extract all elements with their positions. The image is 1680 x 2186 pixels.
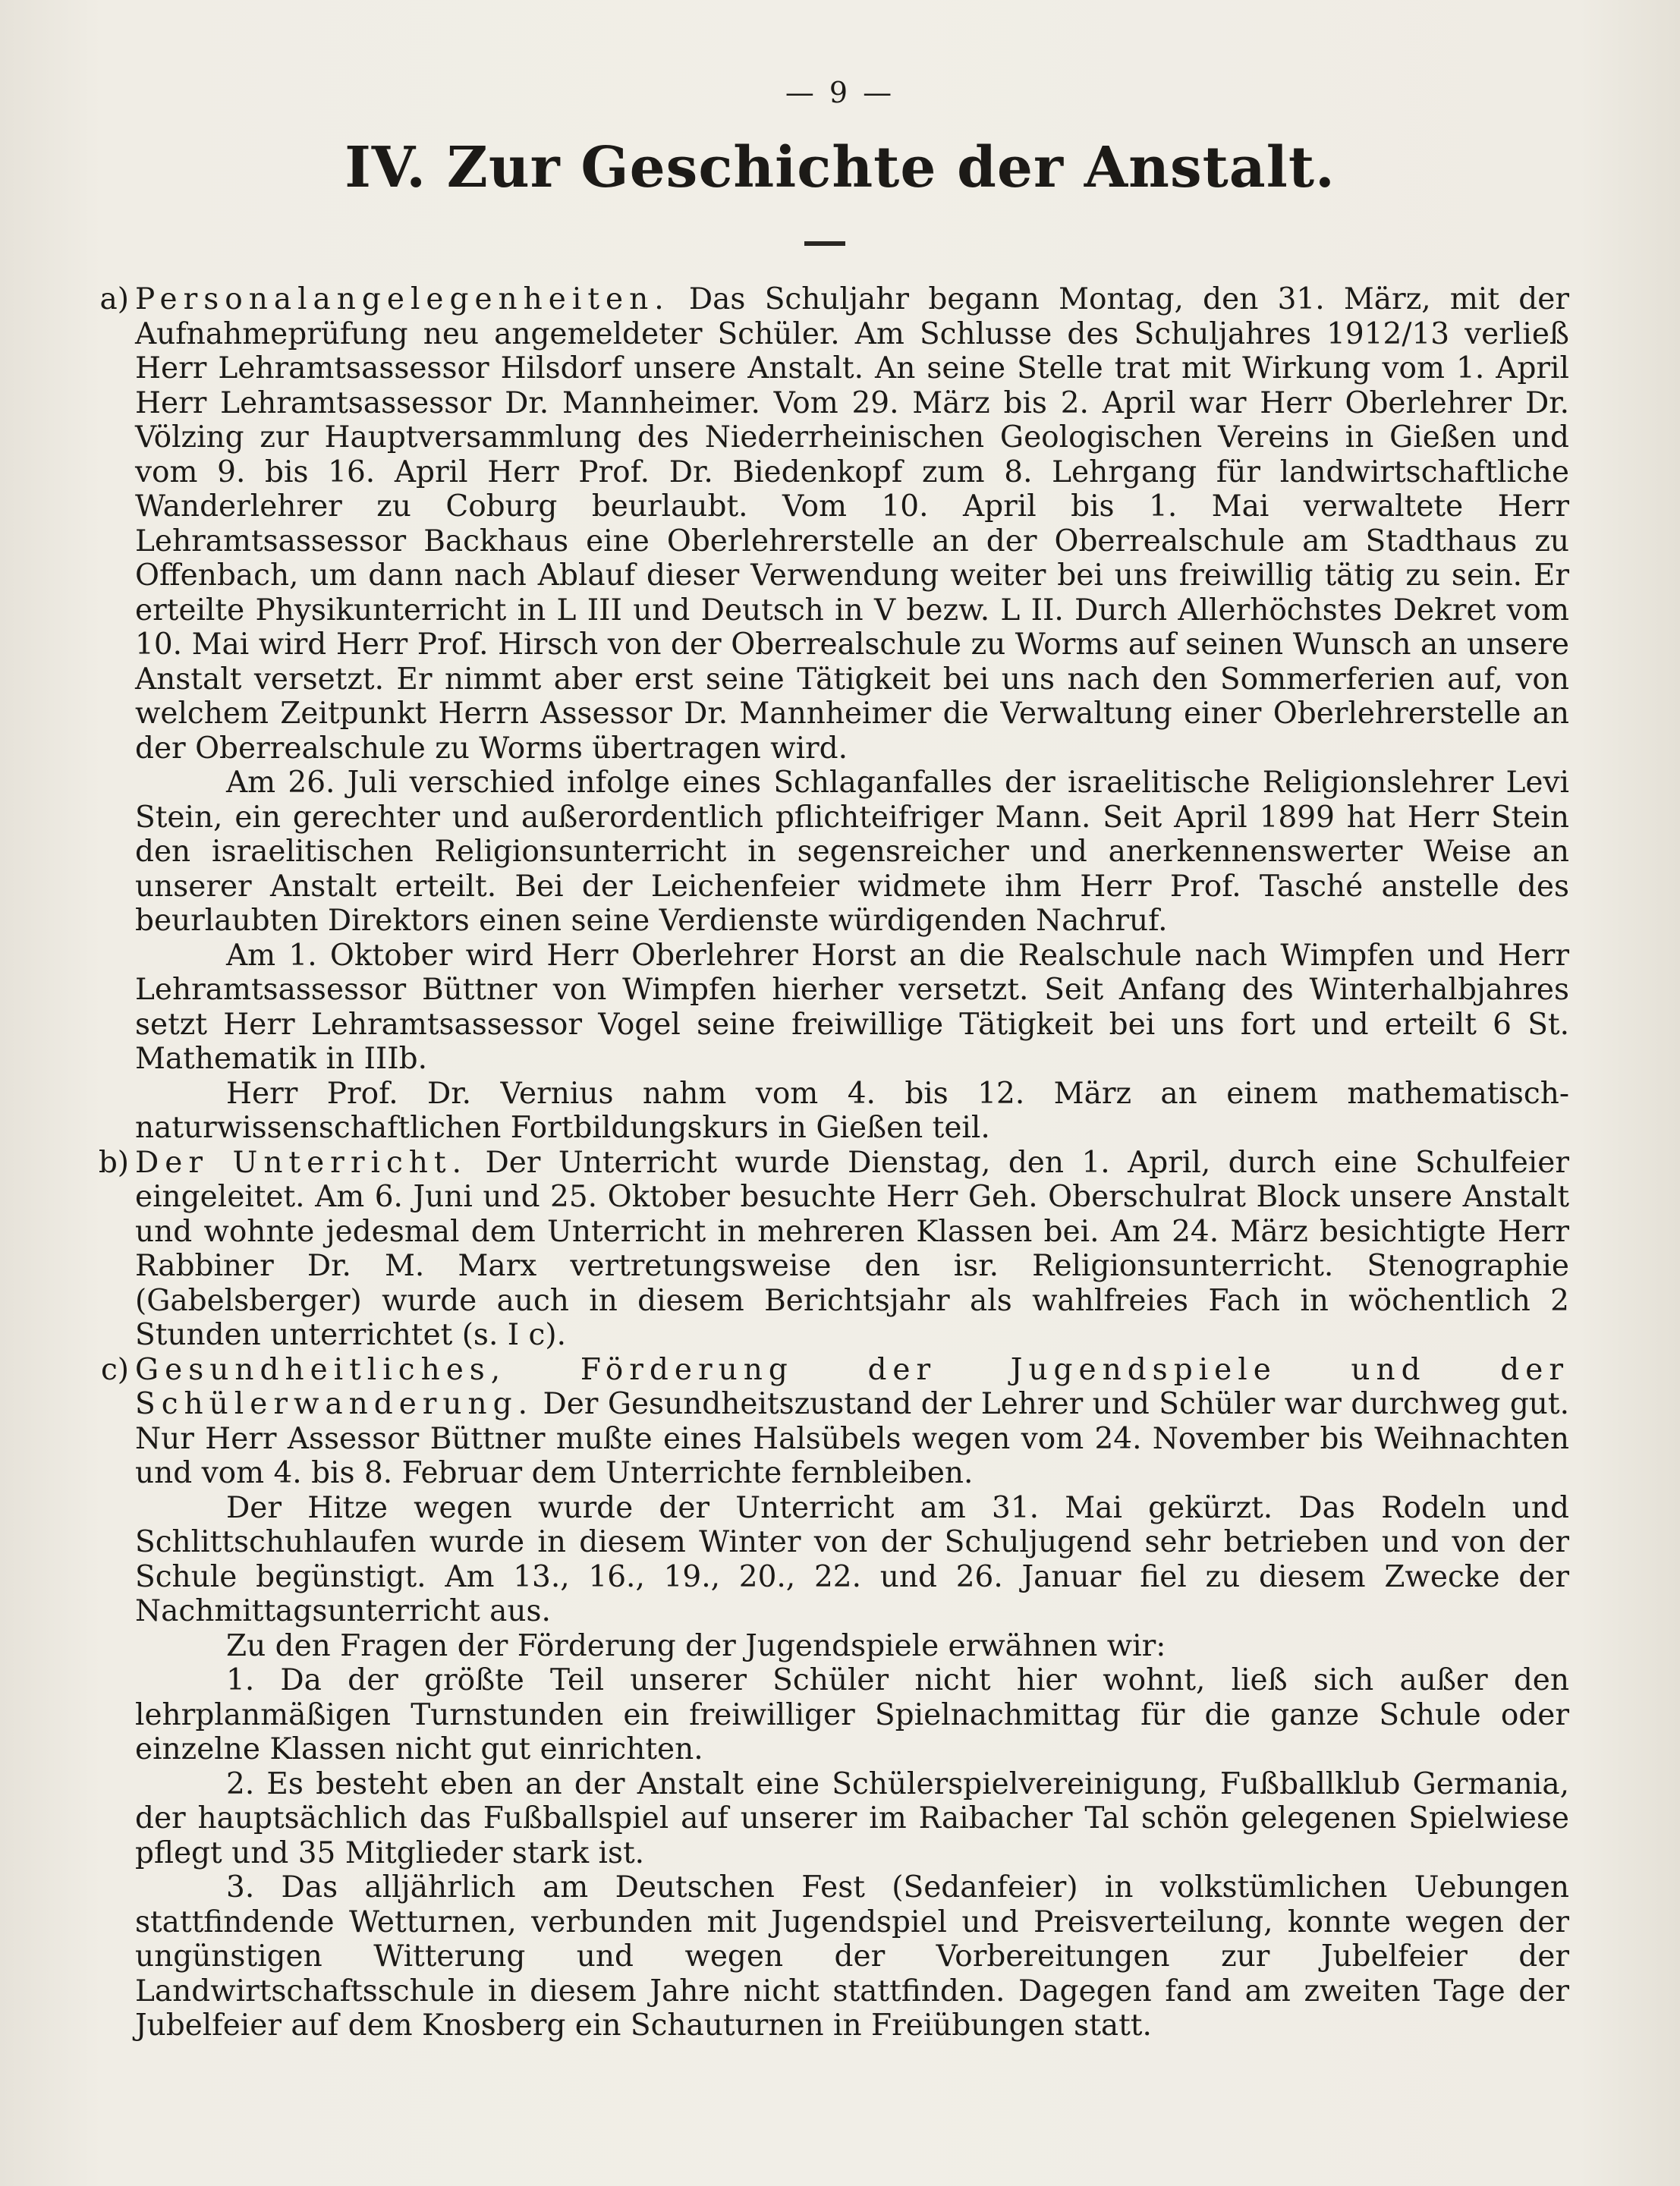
section-a-paragraph-4: Herr Prof. Dr. Vernius nahm vom 4. bis 12. März an einem mathematisch-naturwissenschaftlichen Fortbildungskurs in Gießen teil. — [135, 1076, 1569, 1145]
title-divider — [804, 241, 845, 246]
list-item: 1. Da der größte Teil unserer Schüler nicht hier wohnt, ließ sich außer den lehrplanmäßigen Turnstunden ein freiwilliger Spielnachmittag für die ganze Schule oder einzelne Klassen nicht gut einrichten. — [135, 1663, 1569, 1766]
section-c-paragraph-2: Der Hitze wegen wurde der Unterricht am 31. Mai gekürzt. Das Rodeln und Schlittschuhlaufen wurde in diesem Winter von der Schuljugend sehr betrieben und von der Schule begünstigt. Am 13., 16., 19., 20., 22. und 26. Januar fiel zu diesem Zwecke der Nachmittagsunterricht aus. — [135, 1490, 1569, 1628]
section-a-heading: Personalangelegenheiten. — [135, 282, 670, 316]
section-b-label: b) — [98, 1145, 129, 1180]
list-item: 3. Das alljährlich am Deutschen Fest (Sedanfeier) in volkstümlichen Uebungen stattfindende Wetturnen, verbunden mit Jugendspiel und Preisverteilung, konnte wegen der ungünstigen Witterung und wegen der Vorbereitungen zur Jubelfeier der Landwirtschaftsschule in diesem Jahre nicht stattfinden. Dagegen fand am zweiten Tage der Jubelfeier auf dem Knosberg ein Schauturnen in Freiübungen statt. — [135, 1870, 1569, 2043]
section-a-paragraph-3: Am 1. Oktober wird Herr Oberlehrer Horst an die Realschule nach Wimpfen und Herr Lehramtsassessor Büttner von Wimpfen hierher versetzt. Seit Anfang des Winterhalbjahres setzt Herr Lehramtsassessor Vogel seine freiwillige Tätigkeit bei uns fort und erteilt 6 St. Mathematik in IIIb. — [135, 938, 1569, 1076]
section-title: IV. Zur Geschichte der Anstalt. — [344, 135, 1336, 200]
section-a-label: a) — [99, 282, 129, 316]
section-c-heading: Gesundheitliches, Förderung der Jugendspiele und der Schülerwanderung. — [135, 1352, 1569, 1421]
section-a-paragraph-2: Am 26. Juli verschied infolge eines Schlaganfalles der israelitische Religionslehrer Levi Stein, ein gerechter und außerordentlich pflichteifriger Mann. Seit April 1899 hat Herr Stein den israelitischen Religionsunterricht in segensreicher und anerkennenswerter Weise an unserer Anstalt erteilt. Bei der Leichenfeier widmete ihm Herr Prof. Tasché anstelle des beurlaubten Direktors einen seine Verdienste würdigenden Nachruf. — [135, 766, 1569, 938]
body-text — [98, 282, 1570, 2043]
section-b-heading: Der Unterricht. — [135, 1145, 467, 1180]
section-c-text-1: Der Gesundheitszustand der Lehrer und Schüler war durchweg gut. Nur Herr Assessor Büttner mußte eines Halsübels wegen vom 24. November bis Weihnachten und vom 4. bis 8. Februar dem Unterrichte fernbleiben. — [135, 1387, 1569, 1490]
list-item: 2. Es besteht eben an der Anstalt eine Schülerspielvereinigung, Fußballklub Germania, der hauptsächlich das Fußballspiel auf unserer im Raibacher Tal schön gelegenen Spielwiese pflegt und 35 Mitglieder stark ist. — [135, 1766, 1569, 1870]
section-c-list — [135, 1663, 1569, 2043]
section-b-paragraph-1 — [98, 1145, 1570, 1353]
section-c-label: c) — [100, 1352, 129, 1387]
section-c-paragraph-1 — [100, 1352, 1569, 1491]
section-a-paragraph-1 — [99, 282, 1569, 766]
page-number: — 9 — — [785, 76, 895, 109]
section-c-paragraph-3: Zu den Fragen der Förderung der Jugendspiele erwähnen wir: — [226, 1628, 1166, 1663]
section-b-text-1: Der Unterricht wurde Dienstag, den 1. April, durch eine Schulfeier eingeleitet. Am 6. Juni und 25. Oktober besuchte Herr Geh. Oberschulrat Block unsere Anstalt und wohnte jedesmal dem Unterricht in mehreren Klassen bei. Am 24. März besichtigte Herr Rabbiner Dr. M. Marx vertretungsweise den isr. Religionsunterricht. Stenographie (Gabelsberger) wurde auch in diesem Berichtsjahr als wahlfreies Fach in wöchentlich 2 Stunden unterrichtet (s. I c). — [135, 1145, 1570, 1352]
section-a-text-1: Das Schuljahr begann Montag, den 31. März, mit der Aufnahmeprüfung neu angemeldeter Schüler. Am Schlusse des Schuljahres 1912/13 verließ Herr Lehramtsassessor Hilsdorf unsere Anstalt. An seine Stelle trat mit Wirkung vom 1. April Herr Lehramtsassessor Dr. Mannheimer. Vom 29. März bis 2. April war Herr Oberlehrer Dr. Völzing zur Hauptversammlung des Niederrheinischen Geologischen Vereins in Gießen und vom 9. bis 16. April Herr Prof. Dr. Biedenkopf zum 8. Lehrgang für landwirtschaftliche Wanderlehrer zu Coburg beurlaubt. Vom 10. April bis 1. Mai verwaltete Herr Lehramtsassessor Backhaus eine Oberlehrerstelle an der Oberrealschule am Stadthaus zu Offenbach, um dann nach Ablauf dieser Verwendung weiter bei uns freiwillig tätig zu sein. Er erteilte Physikunterricht in L III und Deutsch in V bezw. L II. Durch Allerhöchstes Dekret vom 10. Mai wird Herr Prof. Hirsch von der Oberrealschule zu Worms auf seinen Wunsch an unsere Anstalt versetzt. Er nimmt aber erst seine Tätigkeit bei uns nach den Sommerferien auf, von welchem Zeitpunkt Herrn Assessor Dr. Mannheimer die Verwaltung einer Oberlehrerstelle an der Oberrealschule zu Worms übertragen wird. — [135, 282, 1569, 766]
